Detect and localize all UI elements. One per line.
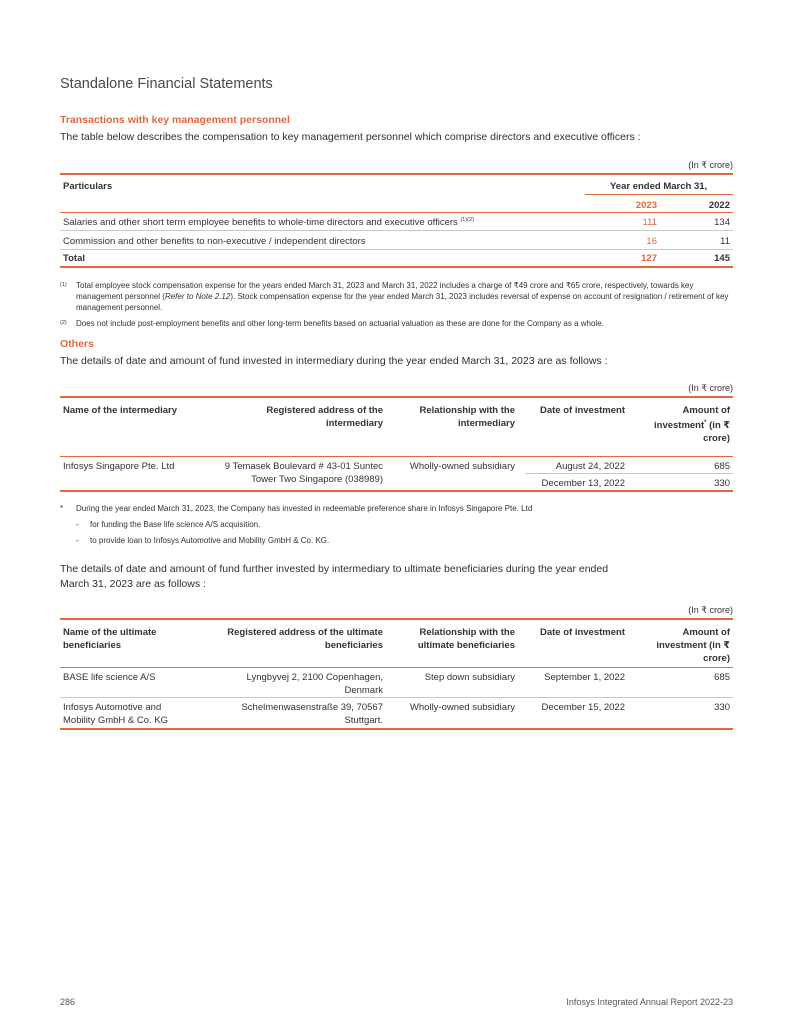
others-col-amount-star: *	[704, 420, 707, 426]
others-col-date: Date of investment	[540, 405, 625, 416]
others-row-address-line-2: Tower Two Singapore (038989)	[251, 474, 383, 485]
ultimate-col-amount-line-2: investment (in ₹	[656, 640, 730, 651]
ultimate-table-bottom-rule	[60, 728, 733, 730]
others-row-amount-2: 330	[714, 478, 730, 489]
ultimate-row-1-name	[63, 671, 155, 684]
kmp-table-top-rule	[60, 173, 733, 175]
ultimate-row-1-date: September 1, 2022	[544, 672, 625, 683]
others-table-bottom-rule	[60, 490, 733, 492]
kmp-total-label: Total	[63, 253, 85, 264]
ultimate-col-relationship	[390, 626, 515, 652]
others-col-amount-line-1: Amount of	[682, 405, 730, 416]
ultimate-col-amount-line-1: Amount of	[682, 627, 730, 638]
ultimate-row-2-name-line-1: Infosys Automotive and	[63, 702, 162, 713]
kmp-note-1-text-b: ). Stock compensation expense for the year ended March 31, 2023 includes reversal of expense on account of resignation / retirement of key management personnel.	[76, 292, 729, 312]
kmp-row-salaries-2022: 134	[714, 217, 730, 228]
ultimate-row-2-name	[63, 701, 168, 727]
kmp-note-2	[60, 318, 733, 329]
ultimate-col-relationship-line-1: Relationship with the	[419, 627, 515, 638]
ultimate-row-2-address-line-2: Stuttgart.	[344, 715, 383, 726]
others-col-amount-line-3: crore)	[703, 433, 730, 445]
ultimate-row-1-amount: 685	[714, 672, 730, 683]
kmp-table-bottom-rule	[60, 266, 733, 268]
ultimate-col-address	[210, 626, 383, 652]
ultimate-col-address-line-1: Registered address of the ultimate	[227, 627, 383, 638]
ultimate-row-2-name-line-2: Mobility GmbH & Co. KG	[63, 715, 169, 726]
ultimate-row-1-relationship: Step down subsidiary	[424, 672, 515, 683]
ultimate-row-1-address	[210, 671, 383, 697]
ultimate-col-name-line-1: Name of the ultimate	[63, 627, 157, 638]
others-row-address	[190, 460, 383, 486]
kmp-note-1-ref: Refer to Note 2.12	[164, 292, 231, 301]
ultimate-intro-line-1: The details of date and amount of fund further invested by intermediary to ultimate beneficiaries during the year ended	[60, 563, 609, 575]
others-footnote-text: During the year ended March 31, 2023, the Company has invested in redeemable preference share in Infosys Singapore Pte. Ltd	[76, 504, 533, 513]
ultimate-row-2-date: December 15, 2022	[541, 702, 625, 713]
ultimate-row-2-address	[210, 701, 383, 727]
kmp-row-salaries-2023: 111	[642, 217, 657, 228]
others-col-relationship-line-2: intermediary	[457, 418, 515, 429]
kmp-row-commission-2023: 16	[646, 236, 657, 247]
ultimate-row-2-amount: 330	[714, 702, 730, 713]
others-col-amount-word: investment	[654, 420, 705, 432]
ultimate-col-name-line-2: beneficiaries	[63, 640, 122, 651]
others-footnote-mark: *	[60, 504, 64, 513]
page-title: Standalone Financial Statements	[60, 76, 273, 92]
page-number: 286	[60, 997, 76, 1007]
others-footnote-bullet-1-text: for funding the Base life science A/S acquisition.	[90, 520, 261, 529]
others-col-address-line-2: intermediary	[325, 418, 383, 429]
others-row-relationship: Wholly-owned subsidiary	[409, 461, 515, 472]
ultimate-unit: (In ₹ crore)	[688, 605, 733, 615]
kmp-row-commission-label: Commission and other benefits to non-executive / independent directors	[63, 236, 366, 247]
others-header-rule	[60, 456, 733, 457]
kmp-row-salaries-text: Salaries and other short term employee benefits to whole-time directors and executive officers	[63, 217, 458, 229]
others-footnote-bullet-2-text: to provide loan to Infosys Automotive and Mobility GmbH & Co. KG.	[90, 536, 330, 545]
ultimate-col-name	[63, 626, 156, 652]
others-col-amount	[640, 404, 730, 445]
others-col-relationship	[390, 404, 515, 430]
kmp-note-1-text-a: Total employee stock compensation expense for the years ended March 31, 2023 and March 31, 2022 includes a charge of ₹49 crore and ₹65 crore, respectively, towards key management personnel (	[76, 281, 694, 301]
others-row-rule	[525, 473, 733, 474]
kmp-row-rule-1	[60, 230, 733, 231]
others-row-name: Infosys Singapore Pte. Ltd	[63, 461, 175, 472]
others-col-relationship-line-1: Relationship with the	[419, 405, 515, 416]
ultimate-col-amount	[640, 626, 730, 665]
ultimate-row-1-address-line-2: Denmark	[344, 685, 383, 696]
ultimate-row-rule	[60, 697, 733, 698]
others-col-amount-unit: (in ₹	[706, 420, 730, 432]
others-footnote	[60, 503, 733, 514]
ultimate-col-relationship-line-2: ultimate beneficiaries	[417, 640, 515, 651]
kmp-col-year: Year ended March 31,	[610, 181, 708, 192]
report-name: Infosys Integrated Annual Report 2022-23	[566, 997, 733, 1007]
others-footnote-bullet-2: - to provide loan to Infosys Automotive and Mobility GmbH & Co. KG.	[76, 536, 330, 545]
kmp-note-2-mark: (2)	[60, 320, 67, 326]
ultimate-table-top-rule	[60, 618, 733, 620]
ultimate-col-amount-line-3: crore)	[703, 653, 730, 664]
others-row-amount-1: 685	[714, 461, 730, 472]
kmp-row-salaries-label	[63, 214, 583, 229]
kmp-note-2-text: Does not include post-employment benefits and other long-term benefits based on actuarial valuation as these are done for the Company as a whole.	[76, 319, 604, 328]
kmp-col-particulars: Particulars	[63, 181, 113, 192]
kmp-year-2023: 2023	[635, 200, 657, 211]
others-unit: (In ₹ crore)	[688, 383, 733, 393]
kmp-year-2022: 2022	[708, 200, 730, 211]
others-heading: Others	[60, 338, 94, 350]
others-row-date-1: August 24, 2022	[555, 461, 625, 472]
kmp-unit: (In ₹ crore)	[688, 160, 733, 170]
others-footnote-bullet-1: - for funding the Base life science A/S acquisition.	[76, 520, 261, 529]
others-col-name: Name of the intermediary	[63, 405, 178, 416]
others-col-address	[240, 404, 383, 430]
kmp-total-2022: 145	[714, 253, 730, 264]
kmp-row-rule-2	[60, 249, 733, 250]
ultimate-header-rule	[60, 667, 733, 668]
others-intro: The details of date and amount of fund invested in intermediary during the year ended March 31, 2023 are as follows :	[60, 355, 608, 367]
others-row-date-2: December 13, 2022	[541, 478, 625, 489]
kmp-note-1-mark: (1)	[60, 282, 67, 288]
ultimate-row-2-relationship: Wholly-owned subsidiary	[409, 702, 515, 713]
others-row-address-line-1: 9 Temasek Boulevard # 43-01 Suntec	[224, 461, 383, 472]
kmp-total-2023: 127	[641, 253, 657, 264]
kmp-note-1	[60, 280, 733, 313]
ultimate-col-date: Date of investment	[540, 627, 625, 638]
kmp-row-commission-2022: 11	[720, 236, 730, 247]
ultimate-row-2-address-line-1: Schelmenwasenstraße 39, 70567	[241, 702, 383, 713]
ultimate-row-1-name-line-1: BASE life science A/S	[63, 672, 156, 683]
kmp-header-rule	[60, 212, 733, 213]
kmp-intro: The table below describes the compensation to key management personnel which comprise directors and executive officers :	[60, 131, 641, 143]
kmp-heading: Transactions with key management personnel	[60, 114, 290, 126]
others-table-top-rule	[60, 396, 733, 398]
ultimate-row-1-address-line-1: Lyngbyvej 2, 2100 Copenhagen,	[246, 672, 383, 683]
kmp-year-rule	[585, 194, 733, 195]
ultimate-col-address-line-2: beneficiaries	[324, 640, 383, 651]
ultimate-intro-line-2: March 31, 2023 are as follows :	[60, 578, 206, 590]
kmp-row-salaries-sup: (1)(2)	[460, 217, 474, 223]
others-col-address-line-1: Registered address of the	[266, 405, 383, 416]
others-col-amount-line-2	[640, 417, 730, 432]
